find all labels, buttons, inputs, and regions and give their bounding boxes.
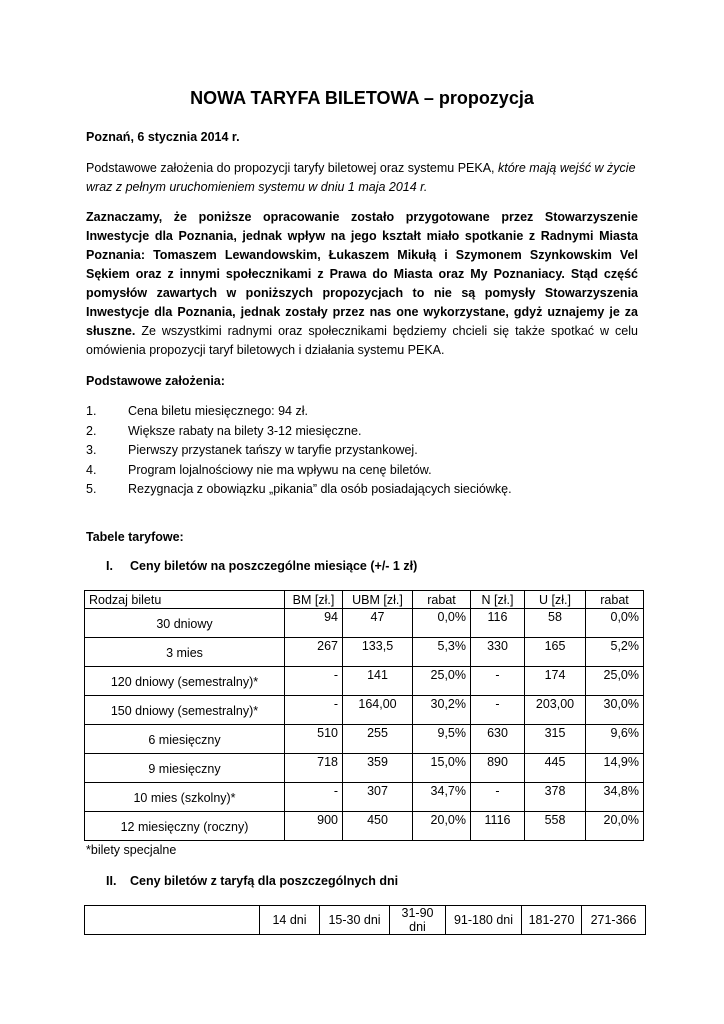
ticket-type-cell: 6 miesięczny — [85, 725, 285, 754]
table-cell: 255 — [343, 725, 413, 754]
table-cell: 164,00 — [343, 696, 413, 725]
intro-normal-text: Podstawowe założenia do propozycji taryfy biletowej oraz systemu PEKA, — [86, 161, 498, 175]
table-row — [85, 725, 644, 754]
section-2-number: II. — [106, 874, 117, 888]
table-cell: 5,3% — [413, 638, 471, 667]
table-cell: - — [285, 667, 343, 696]
date-line: Poznań, 6 stycznia 2014 r. — [86, 130, 240, 144]
column-header — [85, 906, 260, 935]
table-cell: 0,0% — [413, 609, 471, 638]
table-row — [85, 609, 644, 638]
table-cell: 558 — [525, 812, 586, 841]
table-cell: 630 — [471, 725, 525, 754]
column-header: 14 dni — [260, 906, 320, 935]
assumptions-heading: Podstawowe założenia: — [86, 374, 225, 388]
table-cell: 116 — [471, 609, 525, 638]
table-cell: 330 — [471, 638, 525, 667]
table-cell: 141 — [343, 667, 413, 696]
list-item: 5. Rezygnacja z obowiązku „pikania” dla osób posiadających sieciówkę. — [86, 482, 512, 496]
table-cell: 34,7% — [413, 783, 471, 812]
table-header-row — [85, 591, 644, 609]
fare-table-daily — [84, 905, 646, 935]
column-header: U [zł.] — [525, 591, 586, 609]
column-header: Rodzaj biletu — [85, 591, 285, 609]
table-cell: 0,0% — [586, 609, 644, 638]
column-header: 31-90 dni — [390, 906, 446, 935]
table-row — [85, 667, 644, 696]
table-cell: 133,5 — [343, 638, 413, 667]
table-cell: 25,0% — [586, 667, 644, 696]
table-row — [85, 754, 644, 783]
ticket-type-cell: 10 mies (szkolny)* — [85, 783, 285, 812]
ticket-type-cell: 12 miesięczny (roczny) — [85, 812, 285, 841]
column-header: N [zł.] — [471, 591, 525, 609]
note-normal-text: Ze wszystkimi radnymi oraz społecznikami będziemy chcieli się także spotkać w celu omówienia propozycji taryf biletowych i działania systemu PEKA. — [86, 324, 638, 357]
table-cell: 718 — [285, 754, 343, 783]
intro-paragraph — [86, 159, 638, 197]
column-header: 91-180 dni — [446, 906, 522, 935]
table-cell: 1116 — [471, 812, 525, 841]
fare-table-monthly — [84, 590, 644, 841]
table-cell: 165 — [525, 638, 586, 667]
table-cell: 47 — [343, 609, 413, 638]
table-cell: 445 — [525, 754, 586, 783]
column-header: UBM [zł.] — [343, 591, 413, 609]
table-row — [85, 812, 644, 841]
table-cell: 30,0% — [586, 696, 644, 725]
table-header-row — [85, 906, 646, 935]
ticket-type-cell: 150 dniowy (semestralny)* — [85, 696, 285, 725]
column-header: rabat — [413, 591, 471, 609]
table-cell: 890 — [471, 754, 525, 783]
table-cell: 94 — [285, 609, 343, 638]
ticket-type-cell: 30 dniowy — [85, 609, 285, 638]
table-cell: 5,2% — [586, 638, 644, 667]
intro-italic-text: które mają wejść w życie wraz z pełnym uruchomieniem systemu w dniu 1 maja 2014 r. — [86, 161, 636, 194]
table-cell: - — [471, 783, 525, 812]
column-header: 271-366 — [582, 906, 646, 935]
document-title: NOWA TARYFA BILETOWA – propozycja — [190, 88, 534, 108]
ticket-type-cell: 9 miesięczny — [85, 754, 285, 783]
table-cell: 450 — [343, 812, 413, 841]
table-cell: 25,0% — [413, 667, 471, 696]
table-cell: - — [285, 696, 343, 725]
note-bold-text: Zaznaczamy, że poniższe opracowanie zostało przygotowane przez Stowarzyszenie Inwestycje dla Poznania, jednak wpływ na jego kształt miało spotkanie z Radnymi Miasta Poznania: Tomaszem Lewandowskim, Łukaszem Mikułą i Szymonem Szynkowskim Vel Sękiem oraz z innymi społecznikami z Prawa do Miasta oraz My Poznaniacy. Stąd część pomysłów zawartych w poniższych propozycjach to nie są pomysły Stowarzyszenia Inwestycje dla Poznania, jednak zostały przez nas one wykorzystane, gdyż uznajemy je za słuszne. — [86, 210, 638, 338]
column-header: BM [zł.] — [285, 591, 343, 609]
column-header: 15-30 dni — [320, 906, 390, 935]
table-cell: 315 — [525, 725, 586, 754]
table-cell: - — [471, 696, 525, 725]
table-row — [85, 783, 644, 812]
section-2-title: Ceny biletów z taryfą dla poszczególnych dni — [130, 874, 399, 888]
note-paragraph — [86, 208, 638, 360]
table-cell: 9,5% — [413, 725, 471, 754]
table-cell: 9,6% — [586, 725, 644, 754]
column-header: 181-270 — [522, 906, 582, 935]
table-cell: 267 — [285, 638, 343, 667]
column-header: rabat — [586, 591, 644, 609]
footnote: *bilety specjalne — [86, 843, 177, 857]
ticket-type-cell: 120 dniowy (semestralny)* — [85, 667, 285, 696]
tables-heading: Tabele taryfowe: — [86, 530, 184, 544]
section-1-number: I. — [106, 559, 113, 573]
table-cell: 359 — [343, 754, 413, 783]
ticket-type-cell: 3 mies — [85, 638, 285, 667]
section-1-title: Ceny biletów na poszczególne miesiące (+/- 1 zł) — [130, 559, 418, 573]
table-cell: 174 — [525, 667, 586, 696]
table-cell: 15,0% — [413, 754, 471, 783]
list-item: 4. Program lojalnościowy nie ma wpływu na cenę biletów. — [86, 462, 432, 477]
table-cell: 378 — [525, 783, 586, 812]
table-row — [85, 696, 644, 725]
table-cell: 34,8% — [586, 783, 644, 812]
assumptions-list — [86, 402, 638, 500]
table-cell: 58 — [525, 609, 586, 638]
list-item: 1. Cena biletu miesięcznego: 94 zł. — [86, 404, 308, 418]
table-cell: 20,0% — [586, 812, 644, 841]
table-body — [85, 609, 644, 841]
table-cell: 20,0% — [413, 812, 471, 841]
list-item: 3. Pierwszy przystanek tańszy w taryfie przystankowej. — [86, 443, 418, 457]
section-2-heading — [106, 874, 398, 888]
table-cell: 900 — [285, 812, 343, 841]
table-cell: 307 — [343, 783, 413, 812]
table-cell: 30,2% — [413, 696, 471, 725]
table-cell: - — [471, 667, 525, 696]
list-item: 2. Większe rabaty na bilety 3-12 miesięczne. — [86, 423, 362, 438]
table-cell: - — [285, 783, 343, 812]
section-1-heading — [106, 559, 417, 573]
table-row — [85, 638, 644, 667]
table-cell: 203,00 — [525, 696, 586, 725]
table-cell: 510 — [285, 725, 343, 754]
table-cell: 14,9% — [586, 754, 644, 783]
